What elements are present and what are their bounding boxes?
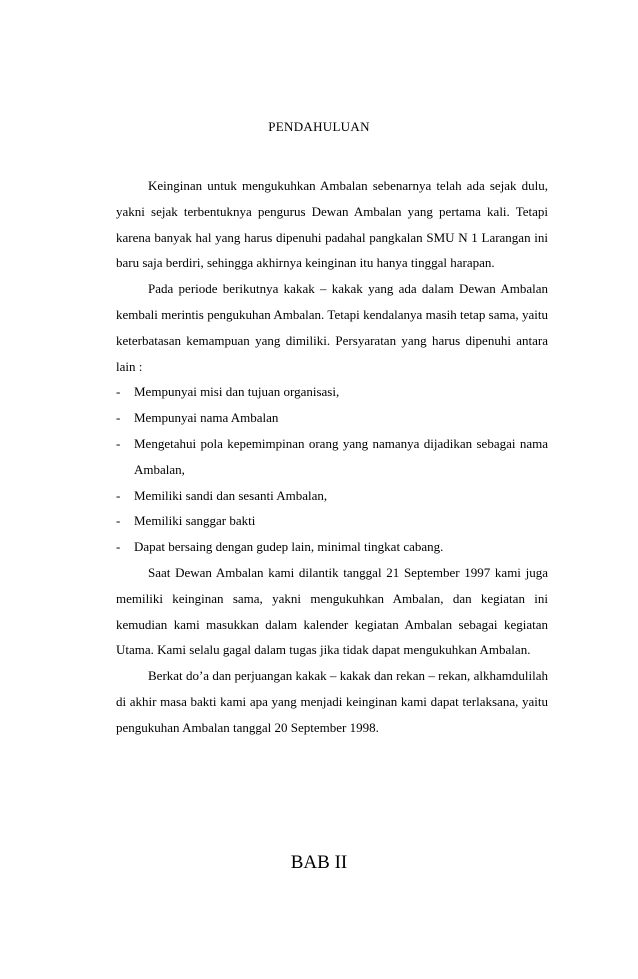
list-item [116, 534, 548, 560]
paragraph-4: Berkat do’a dan perjuangan kakak – kakak dan rekan – rekan, alkhamdulilah di akhir masa bakti kami apa yang menjadi keinginan kami dapat terlaksana, yaitu pengukuhan Ambalan tanggal 20 September 1998. [116, 668, 548, 735]
page-title: PENDAHULUAN [268, 119, 370, 134]
list-dash: - [116, 435, 121, 451]
list-item [116, 483, 548, 509]
list-item [116, 508, 548, 534]
document-body [116, 173, 548, 741]
list-item-text: Dapat bersaing dengan gudep lain, minimal tingkat cabang. [134, 539, 444, 555]
list-item-text: Mempunyai misi dan tujuan organisasi, [134, 384, 340, 400]
list-dash: - [116, 539, 121, 555]
paragraph-3: Saat Dewan Ambalan kami dilantik tanggal 21 September 1997 kami juga memiliki keinginan sama, yakni mengukuhkan Ambalan, dan kegiatan ini kemudian kami masukkan dalam kalender kegiatan Ambalan sebagai kegiatan Utama. Kami selalu gagal dalam tugas jika tidak dapat mengukuhkan Ambalan. [116, 564, 548, 658]
list-item [116, 431, 548, 483]
list-item-text: Memiliki sandi dan sesanti Ambalan, [134, 487, 328, 503]
requirements-list [116, 379, 548, 560]
list-dash: - [116, 487, 121, 503]
list-item-text: Mempunyai nama Ambalan [134, 410, 279, 426]
paragraph-2: Pada periode berikutnya kakak – kakak yang ada dalam Dewan Ambalan kembali merintis pengukuhan Ambalan. Tetapi kendalanya masih tetap sama, yaitu keterbatasan kemampuan yang dimiliki. Persyaratan yang harus dipenuhi antara lain : [116, 281, 548, 374]
next-chapter-heading: BAB II [290, 852, 348, 873]
list-item-text: Memiliki sanggar bakti [134, 513, 256, 529]
list-dash: - [116, 384, 121, 400]
list-dash: - [116, 513, 121, 529]
list-item [116, 379, 548, 405]
list-item [116, 405, 548, 431]
list-dash: - [116, 410, 121, 426]
list-item-text: Mengetahui pola kepemimpinan orang yang namanya dijadikan sebagai nama Ambalan, [134, 435, 548, 477]
paragraph-1: Keinginan untuk mengukuhkan Ambalan sebenarnya telah ada sejak dulu, yakni sejak terbentuknya pengurus Dewan Ambalan yang pertama kali. Tetapi karena banyak hal yang harus dipenuhi padahal pangkalan SMU N 1 Larangan ini baru saja berdiri, sehingga akhirnya keinginan itu hanya tinggal harapan. [116, 178, 548, 271]
